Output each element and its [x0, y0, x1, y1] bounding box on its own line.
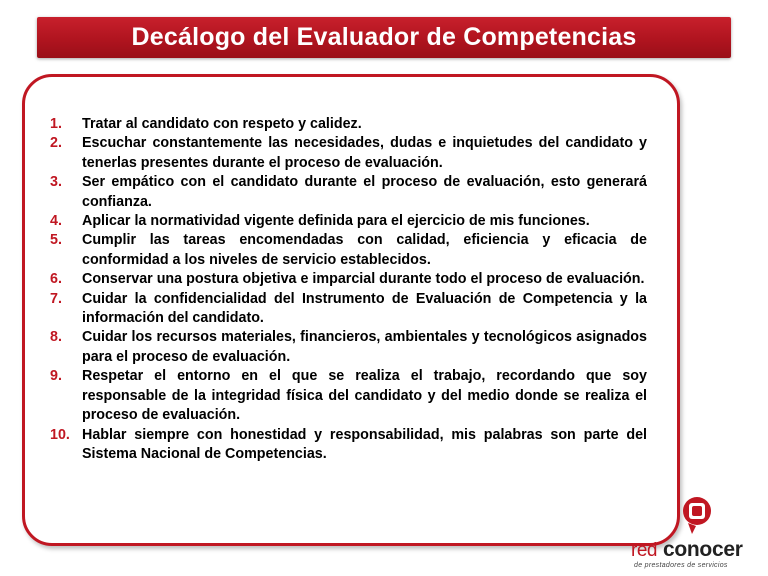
list-item — [50, 328, 647, 367]
item-text: Hablar siempre con honestidad y responsabilidad, mis palabras son parte del Sistema Nacional de Competencias. — [82, 426, 647, 462]
logo-mark-icon — [680, 496, 714, 536]
item-number: 2. — [50, 135, 62, 152]
item-number: 6. — [50, 271, 62, 288]
list-item — [50, 173, 647, 212]
item-number: 3. — [50, 174, 62, 191]
list-item — [50, 290, 647, 329]
list-item — [50, 115, 647, 134]
red-conocer-logo — [628, 496, 768, 574]
item-number: 5. — [50, 232, 62, 249]
item-number: 4. — [50, 213, 62, 230]
decalogue-list — [50, 115, 647, 464]
item-text: Cuidar la confidencialidad del Instrumento de Evaluación de Competencia y la información del candidato. — [82, 290, 647, 327]
list-item — [50, 134, 647, 173]
item-number: 10. — [50, 426, 70, 443]
item-text: Cuidar los recursos materiales, financieros, ambientales y tecnológicos asignados para el proceso de evaluación. — [82, 329, 647, 365]
item-number: 8. — [50, 329, 62, 346]
item-text: Escuchar constantemente las necesidades, dudas e inquietudes del candidato y tenerlas presentes durante el proceso de evaluación. — [82, 135, 647, 171]
logo-prefix: red — [631, 540, 657, 561]
list-item — [50, 426, 647, 465]
logo-name: conocer — [663, 538, 743, 561]
item-text: Respetar el entorno en el que se realiza el trabajo, recordando que soy responsable de la integridad física del candidato y del medio donde se realiza el proceso de evaluación. — [82, 368, 647, 424]
item-text: Tratar al candidato con respeto y calidez. — [82, 116, 362, 132]
list-item — [50, 270, 647, 289]
item-number: 7. — [50, 290, 62, 307]
list-item — [50, 231, 647, 270]
item-text: Aplicar la normatividad vigente definida para el ejercicio de mis funciones. — [82, 213, 590, 230]
list-item — [50, 367, 647, 425]
title-banner — [37, 17, 731, 58]
logo-tagline: de prestadores de servicios — [634, 562, 728, 569]
item-text: Ser empático con el candidato durante el proceso de evaluación, esto generará confianza. — [82, 174, 647, 210]
list-item — [50, 212, 647, 231]
item-number: 1. — [50, 116, 62, 132]
item-number: 9. — [50, 368, 62, 385]
item-text: Conservar una postura objetiva e imparcial durante todo el proceso de evaluación. — [82, 271, 645, 288]
item-text: Cumplir las tareas encomendadas con calidad, eficiencia y eficacia de conformidad a los niveles de servicio establecidos. — [82, 232, 647, 268]
page-title: Decálogo del Evaluador de Competencias — [131, 23, 637, 51]
